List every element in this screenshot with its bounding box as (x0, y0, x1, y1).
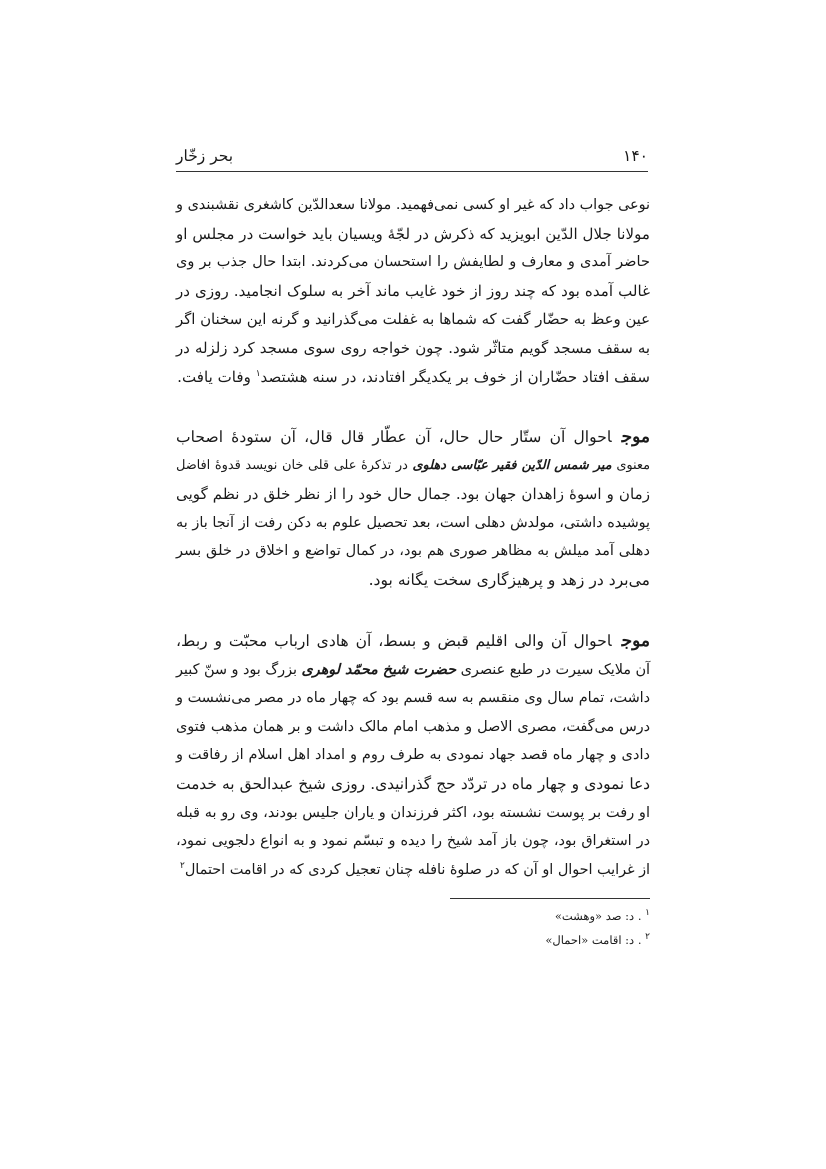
paragraph-1 (176, 191, 650, 391)
person-name: حضرت شیخ محمّد لوهری (301, 661, 457, 678)
text-segment: از غرایب احوال او آن که در صلوهٔ نافله چنان تعجیل کردی که در اقامت احتمال (184, 861, 650, 878)
text-segment: معنوی (611, 457, 650, 473)
text-line: به سقف مسجد گویم متاثّر شود. چون خواجه روی سوی مسجد کرد زلزله در (176, 338, 650, 357)
footnote-marker: ۱ (255, 368, 261, 379)
footnote-item (350, 904, 650, 928)
text-segment: بزرگ بود و سنّ کبیر (176, 661, 302, 678)
text-segment: وفات یافت. (177, 367, 256, 386)
text-line: عین وعظ به حضّار گفت که شماها به غفلت می‌گذرانید و گرنه این سخنان اگر (176, 310, 650, 329)
running-title: بحر زخّار (176, 147, 234, 165)
text-line: دهلی آمد میلش به مظاهر صوری هم بود، در کمال تواضع و اخلاق در خلق بسر (176, 542, 650, 560)
text-segment: احوال آن والی اقلیم قبض و بسط، آن هادی ارباب محبّت و ربط، (176, 632, 612, 650)
paragraph-2 (176, 423, 650, 595)
text-line: مولانا جلال الدّین ابویزید که ذکرش در لجّهٔ ویسیان باید خواست در مجلس او (176, 224, 650, 243)
paragraph-3 (176, 627, 650, 884)
text-line: در استغراق بود، چون باز آمد شیخ را دیده و تبسّم نمود و به انواع دلجویی نمود، (176, 833, 650, 850)
footnote-item (350, 928, 650, 952)
footnotes (350, 904, 650, 952)
text-line: دادی و چهار ماه قصد جهاد نمودی به طرف روم و امداد اهل اسلام از رفاقت و (176, 746, 650, 764)
text-line: غالب آمده بود که چند روز از خود غایب ماند آخر به سلوک انجامید. روزی در (176, 281, 650, 300)
text-line: می‌برد در زهد و پرهیزگاری سخت یگانه بود. (368, 570, 650, 589)
section-heading: موج (621, 631, 650, 651)
footnote-text: . د: صد «وهشت» (554, 909, 646, 923)
text-line (176, 627, 650, 656)
text-line (176, 363, 650, 392)
text-line: نوعی جواب داد که غیر او کسی نمی‌فهمید. مولانا سعدالدّین کاشغری نقشبندی و (176, 197, 650, 213)
text-line: زمان و اسوهٔ زاهدان جهان بود. جمال حال خود را از نظر خلق در نظم گویی (176, 485, 650, 504)
text-line (176, 856, 650, 885)
footnote-number: ۱ (645, 908, 650, 919)
text-segment: آن ملایک سیرت در طبع عنصری (456, 661, 651, 678)
text-line: حاضر آمدی و معارف و لطایفش را استحسان می‌کردند. ابتدا حال جذب بر وی (176, 253, 650, 271)
section-heading: موج (621, 427, 650, 447)
text-line: پوشیده داشتی، مولدش دهلی است، بعد تحصیل علوم به دکن رفت از آنجا باز به (176, 514, 650, 531)
text-segment: احوال آن ستّار حال حال، آن عطّار قال قال، آن ستودهٔ اصحاب (176, 428, 612, 446)
text-line: او رفت بر پوست نشسته بود، اکثر فرزندان و یاران جلیس بودند، وی رو به قبله (176, 803, 650, 821)
footnote-divider (450, 898, 650, 899)
footnote-marker: ۲ (180, 860, 185, 871)
text-line (176, 452, 650, 481)
text-line: درس می‌گفت، مصری الاصل و مذهب امام مالک داشت و بر همان مذهب فتوی (176, 718, 650, 735)
text-line (176, 423, 650, 452)
text-line: دعا نمودی و چهار ماه در تردّد حج گذرانیدی. روزی شیخ عبدالحق به خدمت (176, 774, 650, 793)
person-name: میر شمس الدّین فقیر عبّاسی دهلوی (412, 457, 612, 473)
text-segment: سقف افتاد حضّاران از خوف بر یکدیگر افتادند، در سنه هشتصد (260, 367, 650, 386)
text-line: داشت، تمام سال وی منقسم به سه قسم بود که چهار ماه در مصر می‌نشست و (176, 690, 650, 707)
text-line (176, 656, 650, 685)
text-segment: در تذکرهٔ علی قلی خان نویسد قدوهٔ افاضل (176, 457, 413, 473)
footnote-number: ۲ (645, 932, 650, 943)
footnote-text: . د: اقامت «احمال» (545, 933, 646, 947)
running-header (176, 138, 648, 172)
page-number: ۱۴۰ (623, 147, 648, 165)
